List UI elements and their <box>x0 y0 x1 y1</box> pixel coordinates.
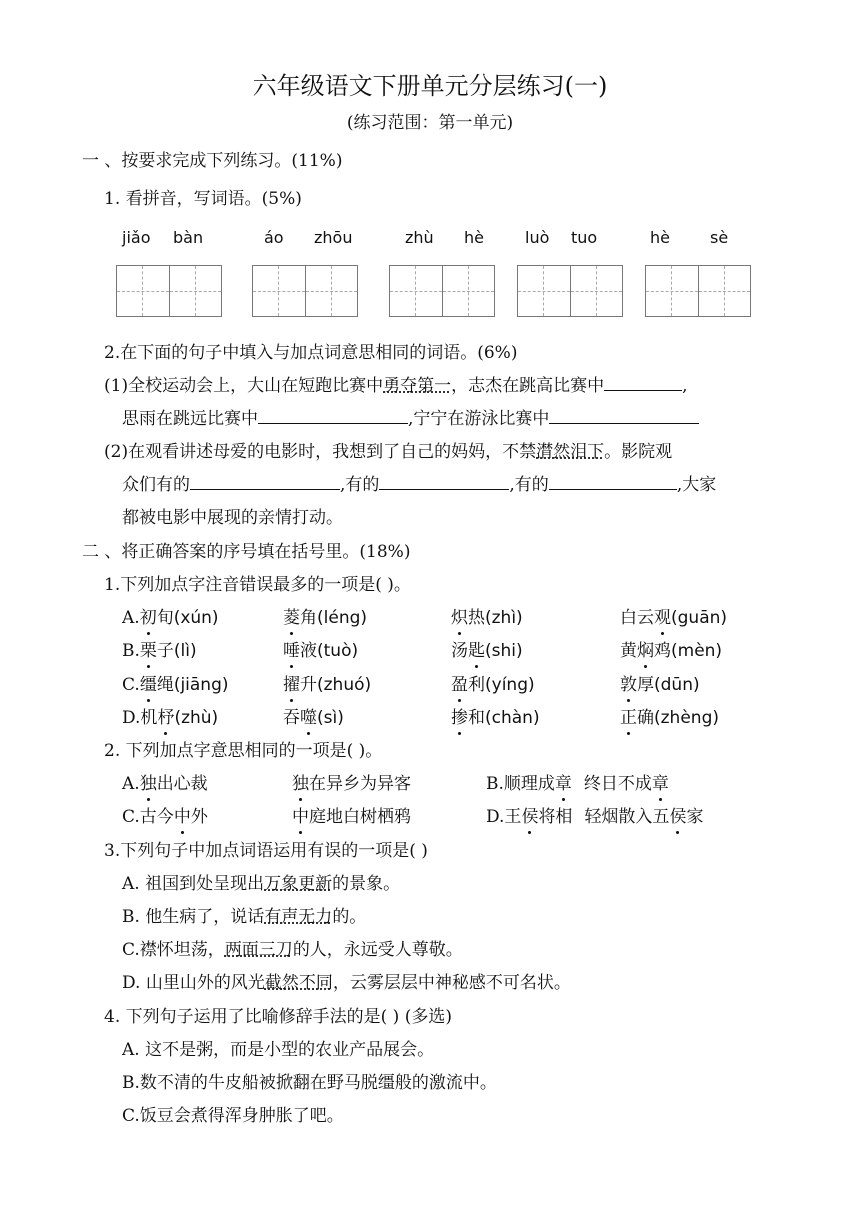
q2-3-option-d: D. 山里山外的风光截然不同，云雾层层中神秘感不可名状。 <box>122 973 571 993</box>
q2-2-option-d: D.王侯将相 轻烟散入五侯家 <box>486 807 704 827</box>
writing-box-4[interactable] <box>517 265 623 317</box>
q1-2-sentence-2-cont: 众们有的 ,有的 ,有的 ,大家 <box>122 475 717 495</box>
pinyin-5a: hè <box>650 228 670 247</box>
pinyin-1b: bàn <box>173 228 204 247</box>
q2-3-option-a: A. 祖国到处呈现出万象更新的景象。 <box>122 874 401 894</box>
pinyin-4b: tuo <box>571 228 598 247</box>
q2-4-option-c: C.饭豆会煮得浑身肿胀了吧。 <box>122 1106 344 1126</box>
q2-2-option-b: B.顺理成章 终日不成章 <box>486 774 669 794</box>
q2-1-option-3-1: C.缰绳(jiāng) <box>122 675 229 695</box>
pinyin-4a: luò <box>525 228 550 247</box>
q2-2-option-c1: C.古今中外 <box>122 807 208 827</box>
pinyin-3b: hè <box>464 228 484 247</box>
dotted-word: 潸然泪下 <box>536 442 605 462</box>
pinyin-2b: zhōu <box>314 228 353 247</box>
q2-4-option-b: B.数不清的牛皮船被掀翻在野马脱缰般的激流中。 <box>122 1073 497 1093</box>
q2-1-option-3-2: 擢升(zhuó) <box>283 675 372 695</box>
dotted-word: 有声无力 <box>264 907 333 927</box>
dotted-word: 两面三刀 <box>224 940 293 960</box>
q2-1-option-2-3: 汤匙(shi) <box>451 641 523 661</box>
q1-2-sentence-1: (1)全校运动会上，大山在短跑比赛中勇夺第一，志杰在跳高比赛中 , <box>104 376 688 396</box>
q1-2-prompt: 2.在下面的句子中填入与加点词意思相同的词语。(6%) <box>104 343 518 363</box>
answer-blank[interactable] <box>379 473 509 490</box>
q2-1-option-4-4: 正确(zhèng) <box>620 708 719 728</box>
q2-1-option-1-1: A.初旬(xún) <box>122 608 219 628</box>
q2-4-prompt: 4. 下列句子运用了比喻修辞手法的是( ) (多选) <box>104 1007 452 1027</box>
q2-1-option-2-4: 黄焖鸡(mèn) <box>620 641 723 661</box>
answer-blank[interactable] <box>258 407 408 424</box>
q2-3-prompt: 3.下列句子中加点词语运用有误的一项是( ) <box>104 841 428 861</box>
q2-1-option-3-4: 敦厚(dūn) <box>620 675 700 695</box>
q2-1-option-4-2: 吞噬(sì) <box>283 708 344 728</box>
q2-1-option-2-2: 唾液(tuò) <box>283 641 359 661</box>
q2-1-prompt: 1.下列加点字注音错误最多的一项是( )。 <box>104 575 411 595</box>
dotted-word: 勇夺第一 <box>383 376 452 396</box>
writing-box-3[interactable] <box>389 265 495 317</box>
answer-blank[interactable] <box>549 407 699 424</box>
q2-4-option-a: A. 这不是粥，而是小型的农业产品展会。 <box>122 1040 435 1060</box>
dotted-word: 截然不同 <box>264 973 333 993</box>
q2-1-option-1-3: 炽热(zhì) <box>451 608 523 628</box>
q2-1-option-1-2: 菱角(léng) <box>283 608 368 628</box>
q2-1-option-4-1: D.机杼(zhù) <box>122 708 219 728</box>
q2-1-option-2-1: B.栗子(lì) <box>122 641 197 661</box>
q2-2-option-a1: A.独出心裁 <box>122 774 208 794</box>
section-1-heading: 一 、按要求完成下列练习。(11%) <box>82 151 343 171</box>
answer-blank[interactable] <box>190 473 340 490</box>
answer-blank[interactable] <box>549 473 677 490</box>
q1-2-sentence-2-end: 都被电影中展现的亲情打动。 <box>122 508 343 528</box>
q1-1-prompt: 1. 看拼音，写词语。(5%) <box>104 189 302 209</box>
q2-1-option-4-3: 掺和(chàn) <box>451 708 540 728</box>
pinyin-2a: áo <box>264 228 284 247</box>
writing-box-2[interactable] <box>252 265 358 317</box>
pinyin-3a: zhù <box>405 228 434 247</box>
q2-1-option-1-4: 白云观(guān) <box>620 608 728 628</box>
page-subtitle: (练习范围：第一单元) <box>346 113 514 133</box>
q2-3-option-b: B. 他生病了，说话有声无力的。 <box>122 907 367 927</box>
pinyin-5b: sè <box>710 228 729 247</box>
writing-box-5[interactable] <box>645 265 751 317</box>
writing-box-1[interactable] <box>116 265 222 317</box>
q2-2-option-c2: 中庭地白树栖鸦 <box>292 807 411 827</box>
pinyin-1a: jiǎo <box>122 228 151 247</box>
dotted-word: 万象更新 <box>264 874 333 894</box>
q2-3-option-c: C.襟怀坦荡，两面三刀的人，永远受人尊敬。 <box>122 940 463 960</box>
page-title: 六年级语文下册单元分层练习(一) <box>252 72 608 100</box>
q1-2-sentence-1-cont: 思雨在跳远比赛中 ,宁宁在游泳比赛中 <box>122 404 699 429</box>
section-2-heading: 二 、将正确答案的序号填在括号里。(18%) <box>82 542 411 562</box>
answer-blank[interactable] <box>604 374 682 391</box>
q1-2-sentence-2: (2)在观看讲述母爱的电影时，我想到了自己的妈妈，不禁潸然泪下。影院观 <box>104 442 673 462</box>
q2-2-option-a2: 独在异乡为异客 <box>292 774 411 794</box>
q2-2-prompt: 2. 下列加点字意思相同的一项是( )。 <box>104 741 383 761</box>
q2-1-option-3-3: 盈利(yíng) <box>451 675 535 695</box>
